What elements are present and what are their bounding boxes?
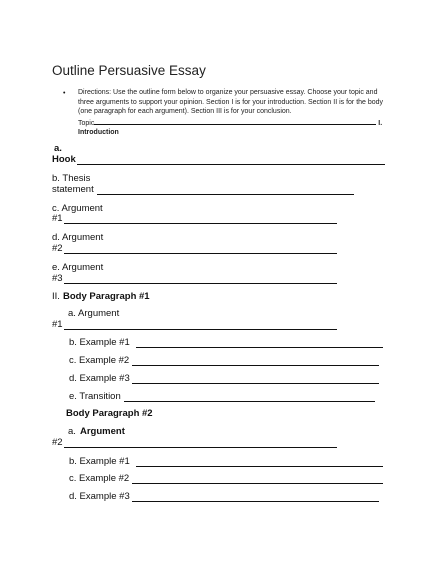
introduction-label: I. Introduction bbox=[78, 119, 383, 136]
body1-example1-blank-line bbox=[136, 347, 383, 348]
thesis-letter: b. Thesis bbox=[52, 173, 91, 184]
body1-transition-blank-line bbox=[124, 401, 375, 402]
argument2-letter: d. Argument bbox=[52, 232, 104, 243]
directions-body: Directions: Use the outline form below to organize your persuasive essay. Choose your topic and three arguments to support your opinion. Section I is for your introduction. Section II is for the body (one paragraph for each argument). Section III is for your conclusion. bbox=[78, 89, 384, 115]
thesis-blank-line bbox=[97, 194, 354, 195]
argument3-blank-line bbox=[64, 283, 337, 284]
body1-example3-blank-line bbox=[132, 383, 379, 384]
section2-number: II. bbox=[52, 291, 60, 302]
body1-argument-blank-line bbox=[64, 329, 337, 330]
directions-text bbox=[78, 88, 386, 138]
body1-argument-label: #1 bbox=[52, 319, 63, 330]
topic-label: Topic bbox=[78, 119, 95, 127]
body2-example2-blank-line bbox=[132, 483, 383, 484]
topic-blank-line bbox=[94, 117, 376, 125]
body1-example1-label: b. Example #1 bbox=[69, 337, 130, 348]
page-title: Outline Persuasive Essay bbox=[52, 63, 206, 78]
hook-letter: a. bbox=[54, 143, 62, 154]
hook-label: Hook bbox=[52, 154, 76, 165]
body1-heading: Body Paragraph #1 bbox=[63, 291, 150, 302]
argument2-label: #2 bbox=[52, 243, 63, 254]
body2-example2-label: c. Example #2 bbox=[69, 473, 130, 484]
body2-argument-letter: a. bbox=[68, 426, 76, 437]
body1-example2-label: c. Example #2 bbox=[69, 355, 130, 366]
argument2-blank-line bbox=[64, 253, 337, 254]
body1-example2-blank-line bbox=[132, 365, 379, 366]
argument1-letter: c. Argument bbox=[52, 203, 103, 214]
body2-example1-label: b. Example #1 bbox=[69, 456, 130, 467]
body1-example3-label: d. Example #3 bbox=[69, 373, 130, 384]
body2-argument-label: #2 bbox=[52, 437, 63, 448]
body2-example3-label: d. Example #3 bbox=[69, 491, 130, 502]
thesis-label: statement bbox=[52, 184, 94, 195]
argument3-label: #3 bbox=[52, 273, 63, 284]
argument1-blank-line bbox=[64, 223, 337, 224]
argument1-label: #1 bbox=[52, 213, 63, 224]
body2-example1-blank-line bbox=[136, 466, 383, 467]
body1-argument-letter: a. Argument bbox=[68, 308, 120, 319]
body2-argument-word: Argument bbox=[80, 426, 125, 437]
bullet-dot: • bbox=[63, 90, 66, 97]
body2-heading: Body Paragraph #2 bbox=[66, 408, 153, 419]
argument3-letter: e. Argument bbox=[52, 262, 104, 273]
hook-blank-line bbox=[77, 164, 385, 165]
body2-example3-blank-line bbox=[132, 501, 379, 502]
body2-argument-blank-line bbox=[64, 447, 337, 448]
body1-transition-label: e. Transition bbox=[69, 391, 121, 402]
